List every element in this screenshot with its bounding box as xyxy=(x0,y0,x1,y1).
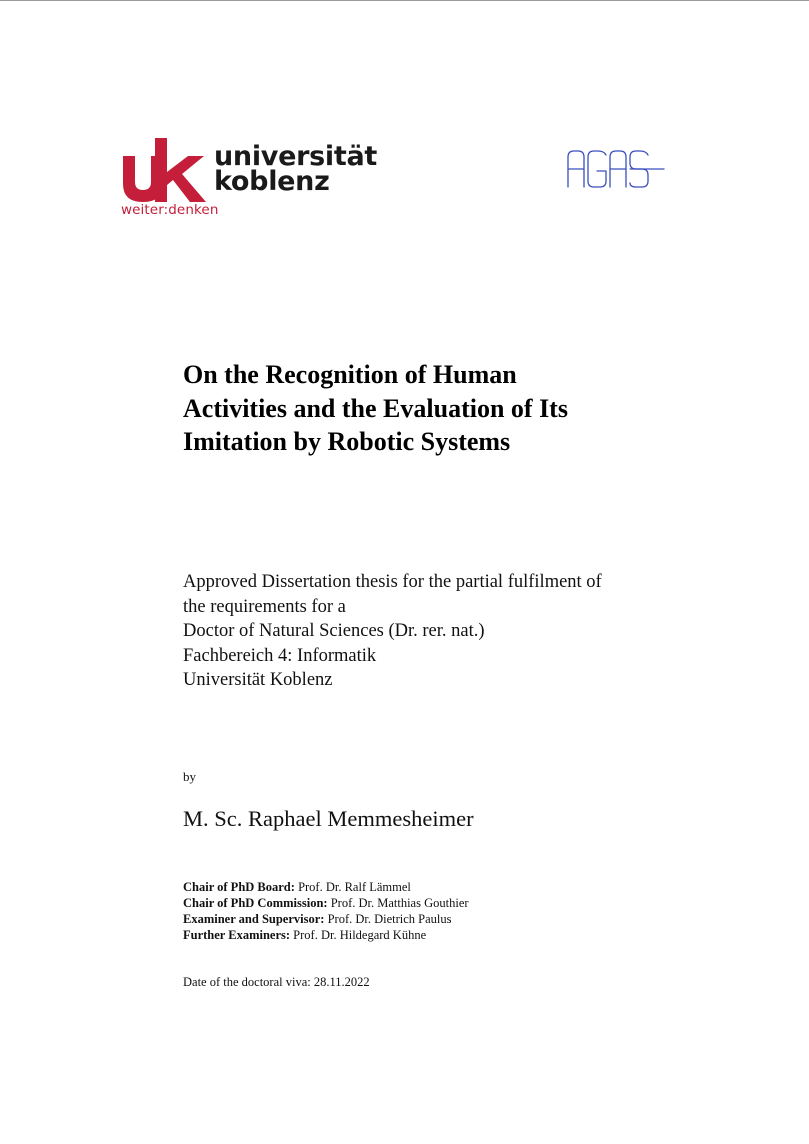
description-line: Fachbereich 4: Informatik xyxy=(183,645,377,666)
committee-person: Prof. Dr. Dietrich Paulus xyxy=(327,912,452,926)
committee-row xyxy=(183,927,469,943)
title-line: On the Recognition of Human xyxy=(183,360,517,389)
university-koblenz-logo xyxy=(120,138,390,220)
committee-person: Prof. Dr. Ralf Lämmel xyxy=(298,880,411,894)
description-line: Doctor of Natural Sciences (Dr. rer. nat.) xyxy=(183,621,485,641)
thesis-description xyxy=(183,570,663,693)
viva-date: Date of the doctoral viva: 28.11.2022 xyxy=(183,975,370,989)
committee-person: Prof. Dr. Hildegard Kühne xyxy=(293,928,427,942)
description-line: Approved Dissertation thesis for the partial fulfilment of xyxy=(183,572,602,592)
committee-role: Further Examiners: xyxy=(183,928,294,942)
committee-list xyxy=(183,879,469,943)
wordmark-line-1: universität xyxy=(214,141,377,172)
title-line: Imitation by Robotic Systems xyxy=(183,427,511,456)
title-line: Activities and the Evaluation of Its xyxy=(183,393,568,423)
committee-role: Examiner and Supervisor: xyxy=(183,912,328,926)
committee-person: Prof. Dr. Matthias Gouthier xyxy=(330,896,469,910)
committee-role: Chair of PhD Commission: xyxy=(183,896,331,910)
committee-role: Chair of PhD Board: xyxy=(183,880,299,894)
page-top-border xyxy=(0,0,809,1)
uk-logo-mark xyxy=(120,138,206,202)
committee-row xyxy=(183,895,469,911)
description-line: the requirements for a xyxy=(183,596,346,617)
agas-logo xyxy=(566,147,666,189)
thesis-title xyxy=(183,358,643,459)
by-label: by xyxy=(183,769,196,784)
wordmark-line-2: koblenz xyxy=(214,166,330,197)
description-line: Universität Koblenz xyxy=(183,670,333,690)
committee-row xyxy=(183,911,469,927)
university-tagline: weiter:denken xyxy=(121,202,219,218)
university-wordmark xyxy=(214,141,377,197)
committee-row xyxy=(183,879,469,895)
author-name: M. Sc. Raphael Memmesheimer xyxy=(183,806,474,831)
